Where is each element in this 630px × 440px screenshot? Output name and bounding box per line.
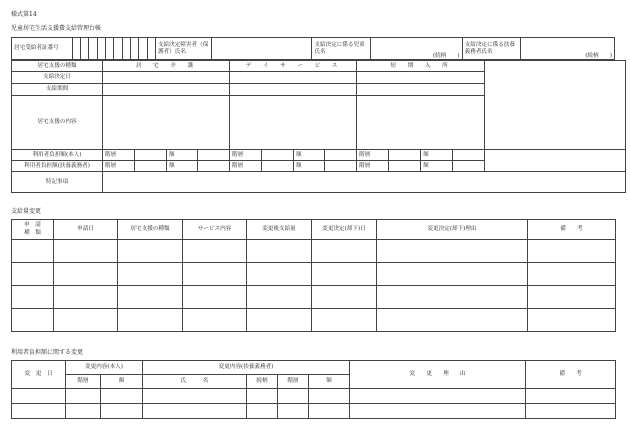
row-burden-self: 利用者負担額(本人) xyxy=(12,150,103,161)
change-date-header: 変 更 日 xyxy=(12,361,66,389)
recipient-number-digit xyxy=(139,38,147,60)
change-table xyxy=(11,219,616,332)
recipient-number-digit xyxy=(72,38,80,60)
table-row xyxy=(12,286,616,309)
recipient-number-label: 居宅受給者証番号 xyxy=(12,38,73,60)
applicant-name-label: 支給決定障害者（保護者）氏名 xyxy=(155,38,211,60)
table-row xyxy=(12,404,616,419)
apply-date-header: 申請日 xyxy=(54,220,118,240)
recipient-number-digit xyxy=(89,38,97,60)
guardian-relation-header: 続柄 xyxy=(247,375,278,389)
table-row xyxy=(12,389,616,404)
child-relation: (続柄 ) xyxy=(432,52,460,59)
guardian-tier-header: 階層 xyxy=(278,375,309,389)
col-home-care: 居 宅 介 護 xyxy=(103,61,230,72)
form-number: 様式第14 xyxy=(11,11,37,18)
remarks-header: 備 考 xyxy=(528,220,616,240)
col-short-stay: 短 期 入 所 xyxy=(357,61,485,72)
support-type-header: 居宅支援の種類 xyxy=(118,220,183,240)
decision-reason-header: 変更決定(却下)理由 xyxy=(377,220,528,240)
burden-table xyxy=(11,360,616,419)
guardian-name-header: 氏 名 xyxy=(143,375,247,389)
recipient-number-digit xyxy=(80,38,88,60)
type-header-line: 種 類 xyxy=(24,229,41,236)
blank-right-area xyxy=(485,61,626,150)
recipient-number-digit xyxy=(105,38,113,60)
row-period: 支給期間 xyxy=(12,84,103,96)
row-support-content: 居宅支援の内容 xyxy=(12,96,103,150)
self-amount-header: 額 xyxy=(101,375,143,389)
decision-date-header: 変更決定(却下)日 xyxy=(312,220,377,240)
guardian-amount-header: 額 xyxy=(309,375,350,389)
table-row xyxy=(12,309,616,332)
table-row xyxy=(12,263,616,286)
change-section-title: 支給量変更 xyxy=(11,208,42,215)
apply-type-header xyxy=(12,220,54,240)
table-row xyxy=(12,240,616,263)
guardian-relation: (続柄 ) xyxy=(585,52,612,59)
col-day-service: デ イ サ ー ビ ス xyxy=(230,61,357,72)
child-name-label: 支給決定に係る児童氏名 xyxy=(312,38,370,60)
burden-reason-header: 変 更 理 由 xyxy=(350,361,526,389)
self-tier-header: 階層 xyxy=(66,375,101,389)
document-title: 児童居宅生活支援費支給管理台帳 xyxy=(11,25,102,32)
recipient-info-table xyxy=(11,37,615,60)
recipient-number-digit xyxy=(122,38,130,60)
support-main-table: 居宅支援の種類 居 宅 介 護 デ イ サ ー ビ ス 短 期 入 所 支給決定日 支給期間 居宅支援の内容 利用者負担額(本人) 階層 額 階層 額 階層 額 利用者負担額(扶養義務者) 階層 額 階層 額 階層 額 特記事項 xyxy=(11,60,626,193)
service-header: サービス内容 xyxy=(183,220,247,240)
support-kind-label: 居宅支援の種類 xyxy=(12,61,103,72)
recipient-number-digit xyxy=(114,38,122,60)
recipient-number-digit xyxy=(97,38,105,60)
new-amount-header: 変更後支給量 xyxy=(247,220,312,240)
apply-header-line: 申 請 xyxy=(24,221,41,228)
row-decision-date: 支給決定日 xyxy=(12,72,103,84)
child-name-cell xyxy=(370,38,462,60)
row-special-notes: 特記事項 xyxy=(12,172,103,193)
recipient-number-digit xyxy=(147,38,155,60)
recipient-number-digit xyxy=(130,38,138,60)
row-burden-guardian: 利用者負担額(扶養義務者) xyxy=(12,161,103,172)
applicant-name-cell xyxy=(212,38,312,60)
guardian-name-label: 支給決定に係る扶養義務者氏名 xyxy=(462,38,520,60)
burden-remarks-header: 備 考 xyxy=(526,361,616,389)
guardian-change-header: 変更内容(扶養義務者) xyxy=(143,361,350,375)
guardian-name-cell xyxy=(521,38,615,60)
burden-section-title: 利用者負担額に関する変更 xyxy=(11,349,84,356)
self-change-header: 変更内容(本人) xyxy=(66,361,143,375)
